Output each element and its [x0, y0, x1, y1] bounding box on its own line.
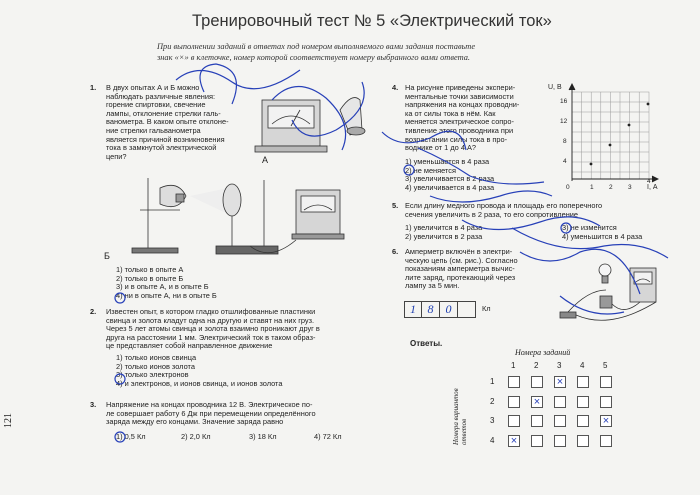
answer-checkbox[interactable]: [554, 435, 566, 447]
q1-option-4[interactable]: 4) ни в опыте А, ни в опыте Б: [116, 290, 217, 300]
answer-checkbox[interactable]: [508, 415, 520, 427]
q6-line: лампу за 5 мин.: [405, 281, 460, 291]
q5-option-4[interactable]: 4) уменьшится в 4 раза: [562, 232, 643, 241]
q1-line: цепи?: [106, 151, 127, 161]
q2-line: це представляет собой направленное движение: [106, 341, 273, 351]
q4-line: меняется электрическое сопро-: [405, 117, 514, 127]
q3-option-2[interactable]: 2) 2,0 Кл: [181, 432, 211, 441]
q4-graph-axes: [569, 84, 658, 182]
answer-digit-cell[interactable]: 8: [422, 301, 440, 318]
q4-ytick: 16: [560, 98, 568, 105]
answers-row-header: 1: [490, 377, 495, 386]
fig-b-label: Б: [104, 251, 110, 261]
q1-number: 1.: [90, 83, 97, 92]
answer-digit-cell[interactable]: 1: [404, 301, 422, 318]
q5-option-1[interactable]: 1) увеличится в 4 раза: [405, 223, 483, 232]
answers-col-header: 1: [511, 361, 516, 370]
q1-line: В двух опытах А и Б можно: [106, 83, 200, 92]
q1-line: наблюдать различные явления:: [106, 91, 216, 101]
q2-line: Через 5 лет атомы свинца и золота взаимно проникают друг в: [106, 324, 320, 334]
fig-a-label: А: [262, 155, 269, 165]
answers-side-label: Номера вариантов ответов: [452, 388, 468, 445]
q4-option-4[interactable]: 4) увеличивается в 4 раза: [405, 182, 495, 192]
answer-checkbox[interactable]: [531, 435, 543, 447]
q3-line: ле совершает работу 6 Дж при перемещении определённого: [106, 408, 316, 418]
q3-number: 3.: [90, 400, 97, 409]
answer-checkbox[interactable]: ×: [508, 435, 520, 447]
q4-xtick: 4: [647, 178, 651, 185]
data-point: [647, 103, 650, 106]
q3-text: [106, 401, 316, 427]
q6-number: 6.: [392, 247, 399, 256]
data-point: [590, 163, 593, 166]
q4-graph-grid: [572, 92, 649, 179]
q4-number: 4.: [392, 83, 399, 92]
answer-digit-cell[interactable]: 0: [440, 301, 458, 318]
answer-checkbox[interactable]: [600, 435, 612, 447]
q6-line: лите заряд, протекающий через: [405, 272, 516, 282]
q4-ytick: 4: [563, 158, 567, 165]
q6-unit: Кл: [482, 304, 491, 313]
answer-checkbox[interactable]: [600, 376, 612, 388]
q1-line: лампы, отклонение стрелки галь-: [106, 108, 221, 118]
q4-options: [405, 158, 494, 192]
q1-line: тока в замкнутой электрической: [106, 143, 217, 153]
answer-checkbox[interactable]: [554, 415, 566, 427]
q5-line: Если длину медного провода и площадь его поперечного: [405, 201, 603, 210]
q6-answer-field[interactable]: [404, 301, 476, 318]
q4-xlabel: I, А: [647, 184, 658, 191]
q2-option-4[interactable]: 4) и электронов, и ионов свинца, и ионов золота: [116, 378, 283, 388]
q5-option-3[interactable]: 3) не изменится: [562, 223, 617, 232]
answer-checkbox[interactable]: ×: [554, 376, 566, 388]
q5-option-2[interactable]: 2) увеличится в 2 раза: [405, 232, 483, 241]
answer-checkbox[interactable]: [554, 396, 566, 408]
q4-line: воднике от 1 до 4 А?: [405, 143, 477, 153]
q4-line: возрастании силы тока в про-: [405, 134, 508, 144]
answers-col-header: 5: [603, 361, 608, 370]
q2-text: [106, 308, 320, 351]
q4-xtick: 1: [590, 184, 594, 191]
data-point: [609, 144, 612, 147]
q5-number: 5.: [392, 201, 399, 210]
answers-row-header: 4: [490, 435, 495, 445]
q4-text: [405, 84, 519, 153]
q2-option-2[interactable]: 2) только ионов золота: [116, 361, 195, 371]
q2-option-1[interactable]: 1) только ионов свинца: [116, 353, 197, 362]
instruction-line-1: При выполнении заданий в ответах под номером выполняемого вами задания поставьте: [157, 42, 476, 51]
q4-line: ментальные точки зависимости: [405, 91, 514, 101]
q6-line: Амперметр включён в электри-: [405, 247, 513, 256]
q4-ylabel: U, В: [548, 84, 562, 91]
q4-option-2[interactable]: 2) не меняется: [405, 165, 457, 175]
pen-scribble: [520, 249, 640, 294]
q6-line: показаниям амперметра вычис-: [405, 264, 515, 274]
answers-col-header: 3: [557, 361, 562, 370]
q4-option-3[interactable]: 3) увеличивается в 2 раза: [405, 174, 495, 184]
answers-row-header: 2: [490, 396, 495, 406]
answers-col-header: 4: [580, 361, 585, 370]
q3-line: Напряжение на концах проводника 12 В. Электрическое по-: [106, 400, 313, 409]
answer-checkbox[interactable]: [508, 396, 520, 408]
q4-ytick: 8: [563, 138, 567, 145]
answer-digit-cell[interactable]: [458, 301, 476, 318]
answer-checkbox[interactable]: [508, 376, 520, 388]
q2-options: [116, 354, 282, 388]
q1-option-2[interactable]: 2) только в опыте Б: [116, 273, 184, 283]
pen-scribble: [560, 296, 624, 314]
answer-checkbox[interactable]: [577, 435, 589, 447]
q2-number: 2.: [90, 307, 97, 316]
answers-col-header: 2: [534, 361, 539, 370]
q4-option-1[interactable]: 1) уменьшается в 4 раза: [405, 157, 490, 166]
figure-b-lamp-apparatus: [132, 178, 344, 254]
q4-line: ка от силы тока в нём. Как: [405, 108, 496, 118]
q3-option-4[interactable]: 4) 72 Кл: [314, 432, 342, 441]
answer-checkbox[interactable]: [577, 396, 589, 408]
answer-checkbox[interactable]: ×: [600, 415, 612, 427]
figure-a-galvanometer: [255, 98, 365, 152]
answer-checkbox[interactable]: [531, 376, 543, 388]
q2-option-3[interactable]: 3) только электронов: [116, 370, 189, 380]
page-title: Тренировочный тест № 5 «Электрический ток»: [192, 12, 552, 30]
q2-line: свинца и золота кладут одна на другую и ставят на них груз.: [106, 315, 315, 325]
q1-line: горение спиртовки, свечение: [106, 100, 206, 110]
q1-option-1[interactable]: 1) только в опыте А: [116, 265, 184, 274]
q3-line: заряда между его концами. Значение заряда равно: [106, 417, 284, 427]
q5-line: сечения увеличить в 2 раза, то его сопротивление: [405, 209, 579, 219]
pen-scribble: [292, 82, 364, 136]
pen-scribble: [272, 86, 346, 150]
q1-options: [116, 266, 217, 300]
q4-line: напряжения на концах проводни-: [405, 100, 520, 110]
answers-label: Ответы.: [410, 339, 443, 348]
q4-xtick: 3: [628, 184, 632, 191]
answer-checkbox[interactable]: ×: [531, 396, 543, 408]
q1-text: [106, 84, 229, 161]
q6-circuit-diagram: [560, 264, 656, 320]
q4-line: На рисунке приведены экспери-: [405, 83, 516, 92]
q5-text: [405, 202, 602, 219]
q2-line: друга на расстоянии 1 мм. Электрический ток в таком образ-: [106, 332, 316, 342]
data-point: [628, 124, 631, 127]
page-number: 121: [3, 413, 14, 428]
q3-option-3[interactable]: 3) 18 Кл: [249, 432, 277, 441]
q1-option-3[interactable]: 3) и в опыте А, и в опыте Б: [116, 282, 209, 292]
answers-row-header: 3: [490, 416, 495, 425]
answer-checkbox[interactable]: [600, 396, 612, 408]
answer-checkbox[interactable]: [577, 376, 589, 388]
q1-line: ние стрелки гальванометра: [106, 125, 201, 135]
q1-line: ванометра. В каком опыте отклоне-: [106, 117, 229, 127]
q2-line: Известен опыт, в котором гладко отшлифованные пластинки: [106, 307, 316, 316]
q4-ytick: 12: [560, 118, 568, 125]
instruction-line-2: знак «×» в клеточке, номер которой соответствует номеру выбранного вами ответа.: [157, 53, 470, 62]
q6-line: ческую цепь (см. рис.). Согласно: [405, 255, 518, 265]
q4-graph-points: [590, 103, 650, 166]
q4-xtick: 0: [566, 184, 570, 191]
q4-xtick: 2: [609, 184, 613, 191]
q4-line: тивление этого проводника при: [405, 125, 514, 135]
answer-checkbox[interactable]: [531, 415, 543, 427]
answer-checkbox[interactable]: [577, 415, 589, 427]
q1-line: является причиной возникновения: [106, 134, 225, 144]
q6-text: [405, 248, 518, 291]
q3-option-1[interactable]: 1) 0,5 Кл: [116, 432, 146, 441]
answers-header: Номера заданий: [515, 348, 571, 357]
